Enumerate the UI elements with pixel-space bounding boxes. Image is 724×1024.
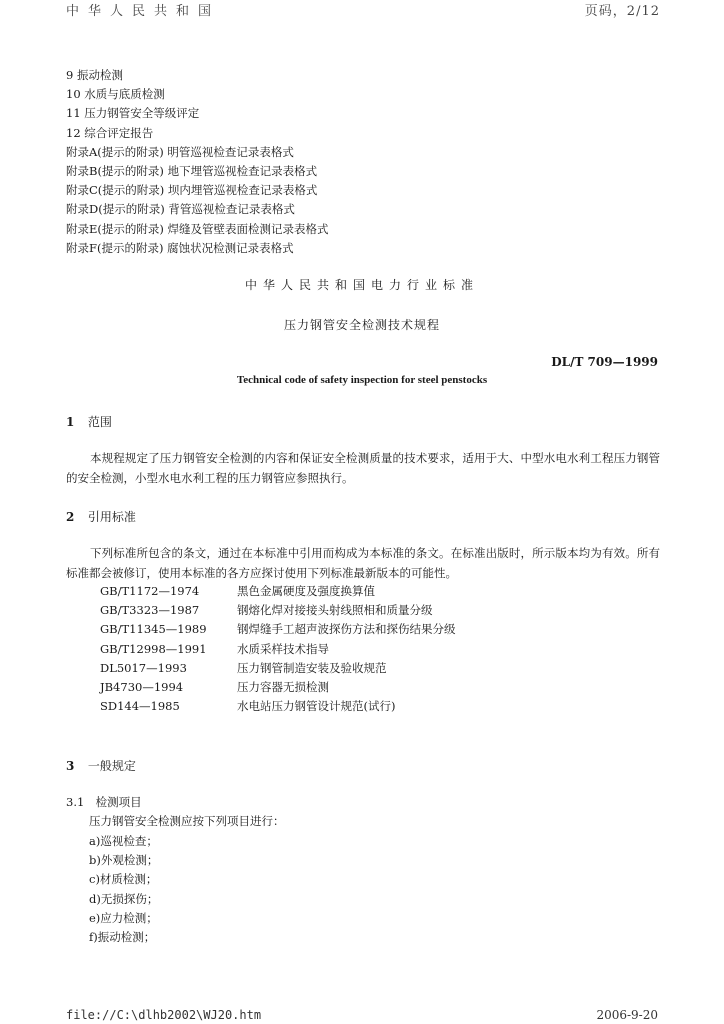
list-item: e)应力检测； xyxy=(89,910,158,925)
reference-row xyxy=(100,659,456,678)
reference-code: GB/T3323—1987 xyxy=(100,603,200,618)
standard-title: 中华人民共和国电力行业标准 xyxy=(244,278,479,292)
inspection-items xyxy=(89,832,158,947)
toc-item: 9 振动检测 xyxy=(66,68,123,82)
reference-name: 钢熔化焊对接接头射线照相和质量分级 xyxy=(237,603,433,618)
reference-list xyxy=(100,582,456,716)
toc-item: 附录D(提示的附录) 背管巡视检查记录表格式 xyxy=(66,202,295,217)
toc-item: 11 压力钢管安全等级评定 xyxy=(66,106,200,121)
section-2-body: 下列标准所包含的条文，通过在本标准中引用而构成为本标准的条文。在标准出版时，所示版本均为有效。所有标准都会被修订，使用本标准的各方应探讨使用下列标准最新版本的可能性。 xyxy=(66,546,660,580)
section-number: 2 xyxy=(66,510,75,524)
toc-item: 附录F(提示的附录) 腐蚀状况检测记录表格式 xyxy=(66,240,294,255)
reference-code: GB/T11345—1989 xyxy=(100,622,207,637)
reference-name: 压力钢管制造安装及验收规范 xyxy=(237,660,387,675)
reference-name: 水质采样技术指导 xyxy=(237,641,329,656)
toc-item: 12 综合评定报告 xyxy=(66,125,154,140)
list-item: a)巡视检查； xyxy=(89,834,158,848)
subsection-heading xyxy=(66,794,142,810)
toc-item: 附录B(提示的附录) 地下埋管巡视检查记录表格式 xyxy=(66,164,318,179)
document-code: DL/T 709—1999 xyxy=(551,355,658,369)
subsection-number: 3.1 xyxy=(66,795,85,809)
reference-code: JB4730—1994 xyxy=(100,680,184,695)
section-title: 范围 xyxy=(87,415,112,429)
section-2-heading xyxy=(66,508,136,525)
header-country: 中华人民共和国 xyxy=(66,4,221,19)
reference-name: 钢焊缝手工超声波探伤方法和探伤结果分级 xyxy=(237,622,456,637)
section-3-heading xyxy=(66,757,136,774)
subsection-intro: 压力钢管安全检测应按下列项目进行： xyxy=(89,814,285,828)
reference-row xyxy=(100,678,456,697)
toc-item: 10 水质与底质检测 xyxy=(66,87,165,102)
reference-row xyxy=(100,620,456,639)
list-item: b)外观检测； xyxy=(89,853,159,868)
reference-code: GB/T12998—1991 xyxy=(100,641,207,656)
toc-item: 附录A(提示的附录) 明管巡视检查记录表格式 xyxy=(66,144,294,159)
header-page-number: 页码，2/12 xyxy=(584,4,660,19)
reference-row xyxy=(100,582,456,601)
reference-code: GB/T1172—1974 xyxy=(100,584,200,598)
toc-item: 附录C(提示的附录) 坝内埋管巡视检查记录表格式 xyxy=(66,183,318,198)
reference-name: 黑色金属硬度及强度换算值 xyxy=(237,584,375,598)
section-number: 1 xyxy=(66,415,75,429)
reference-code: SD144—1985 xyxy=(100,699,180,714)
list-item: c)材质检测； xyxy=(89,872,158,887)
reference-row xyxy=(100,601,456,620)
list-item: d)无损探伤； xyxy=(89,891,159,906)
section-title: 引用标准 xyxy=(87,510,136,524)
reference-code: DL5017—1993 xyxy=(100,660,187,675)
reference-row xyxy=(100,697,456,716)
reference-name: 水电站压力钢管设计规范(试行) xyxy=(237,699,396,714)
document-title: 压力钢管安全检测技术规程 xyxy=(283,318,440,332)
section-number: 3 xyxy=(66,759,75,773)
footer-date: 2006-9-20 xyxy=(596,1008,658,1022)
toc-item: 附录E(提示的附录) 焊缝及管壁表面检测记录表格式 xyxy=(66,221,329,236)
section-1-body: 本规程规定了压力钢管安全检测的内容和保证安全检测质量的技术要求，适用于大、中型水电水利工程压力钢管的安全检测，小型水电水利工程的压力钢管应参照执行。 xyxy=(66,451,660,485)
table-of-contents xyxy=(66,66,329,258)
footer-file-path: file://C:\dlhb2002\WJ20.htm xyxy=(66,1008,262,1022)
list-item: f)振动检测； xyxy=(89,930,156,945)
english-title: Technical code of safety inspection for steel penstocks xyxy=(236,374,488,386)
reference-name: 压力容器无损检测 xyxy=(237,680,329,695)
reference-row xyxy=(100,640,456,659)
subsection-title: 检测项目 xyxy=(95,795,142,809)
section-1-heading xyxy=(66,413,112,430)
section-title: 一般规定 xyxy=(87,759,136,773)
